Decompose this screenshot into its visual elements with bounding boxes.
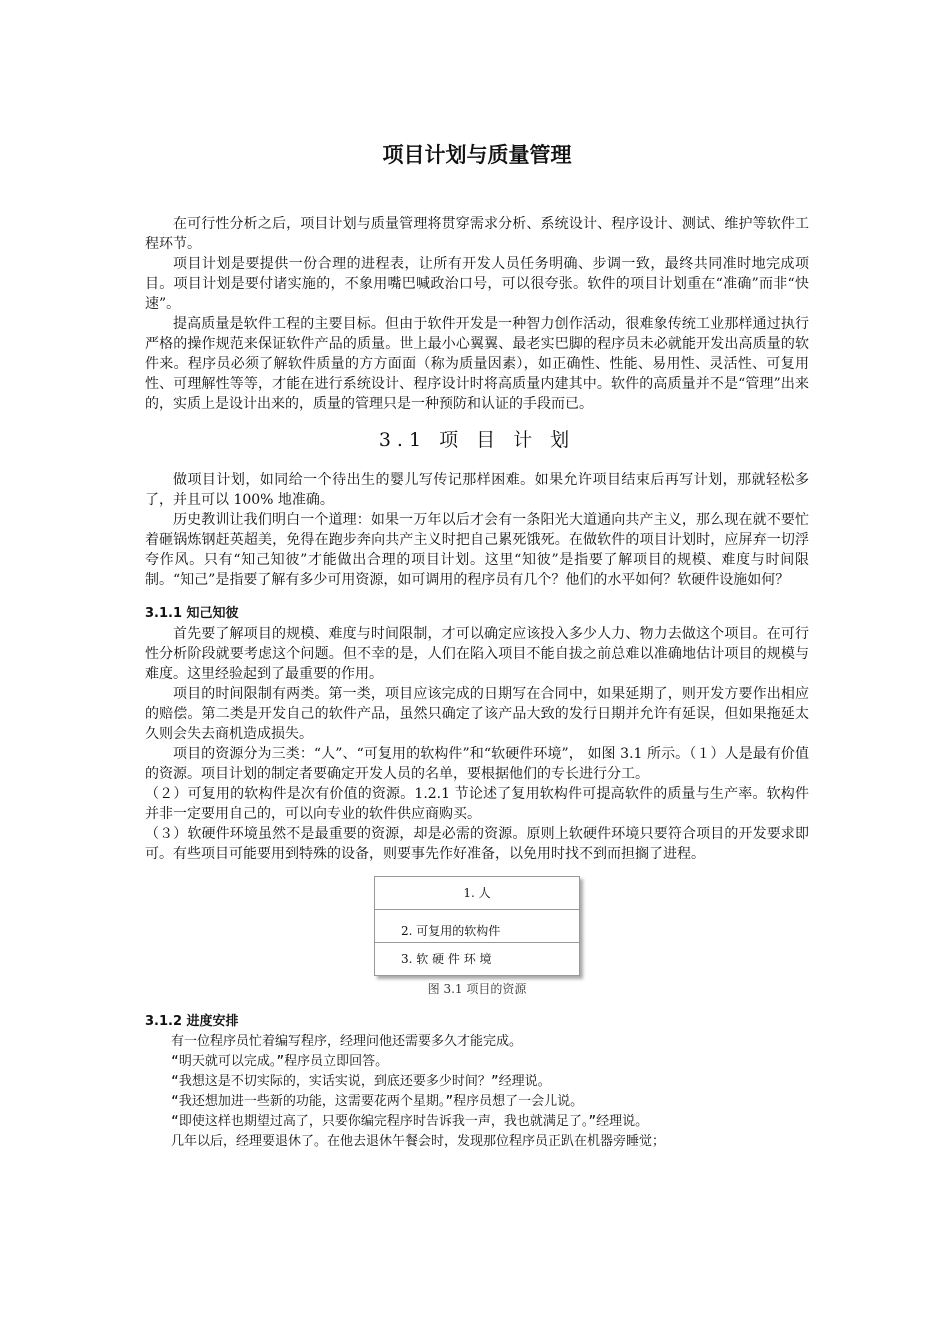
- subsection-heading-3-1-1: 3.1.1 知己知彼: [145, 606, 239, 621]
- story-line: “明天就可以完成。”程序员立即回答。: [171, 1054, 389, 1069]
- intro-paragraph: 提高质量是软件工程的主要目标。但由于软件开发是一种智力创作活动，很难象传统工业那样通过执行严格的操作规范来保证软件产品的质量。世上最小心翼翼、最老实巴脚的程序员未必就能开发出高质量的软件来。程序员必须了解软件质量的方方面面（称为质量因素），如正确性、性能、易用性、灵活性、可复用性、可理解性等等，才能在进行系统设计、程序设计时将高质量内建其中。软件的高质量并不是“管理”出来的，实质上是设计出来的，质量的管理只是一种预防和认证的手段而已。: [145, 316, 809, 412]
- resource-people: 1. 人: [375, 877, 579, 910]
- resource-hardware-software: 3. 软 硬 件 环 境: [401, 952, 492, 966]
- story-line: “我还想加进一些新的功能，这需要花两个星期。”程序员想了一会儿说。: [171, 1094, 584, 1109]
- story-line: 几年以后，经理要退休了。在他去退休午餐会时，发现那位程序员正趴在机器旁睡觉；: [171, 1134, 666, 1149]
- page-title: 项目计划与质量管理: [382, 143, 572, 167]
- list-paragraph: （２）可复用的软构件是次有价值的资源。1.2.1 节论述了复用软构件可提高软件的质量与生产率。软构件并非一定要用自己的，可以向专业的软件供应商购买。: [145, 786, 809, 822]
- body-paragraph: 项目的资源分为三类：“人”、“可复用的软构件”和“软硬件环境”， 如图 3.1 所示。（１）人是最有价值的资源。项目计划的制定者要确定开发人员的名单，要根据他们的专长进行分工。: [145, 746, 809, 782]
- intro: [145, 214, 809, 414]
- list-paragraph: （３）软硬件环境虽然不是最重要的资源，却是必需的资源。原则上软硬件环境只要符合项目的开发要求即可。有些项目可能要用到特殊的设备，则要事先作好准备，以免用时找不到而担搁了进程。: [145, 826, 809, 862]
- subsection-heading-3-1-2: 3.1.2 进度安排: [145, 1014, 239, 1029]
- body-paragraph: 历史教训让我们明白一个道理：如果一万年以后才会有一条阳光大道通向共产主义，那么现在就不要忙着砸锅炼钢赶英超美，免得在跑步奔向共产主义时把自己累死饿死。在做软件的项目计划时，应屏弃一切浮夸作风。只有“知己知彼”才能做出合理的项目计划。这里“知彼”是指要了解项目的规模、难度与时间限制。“知己”是指要了解有多少可用资源，如可调用的程序员有几个？他们的水平如何？软硬件设施如何？: [145, 512, 809, 588]
- body-paragraph: 做项目计划，如同给一个待出生的婴儿写传记那样困难。如果允许项目结束后再写计划，那就轻松多了，并且可以 100% 地准确。: [145, 472, 809, 508]
- document-body: [145, 140, 809, 1152]
- story-line: 有一位程序员忙着编写程序，经理问他还需要多久才能完成。: [171, 1034, 523, 1049]
- body-paragraph: 项目的时间限制有两类。第一类，项目应该完成的日期写在合同中，如果延期了，则开发方要作出相应的赔偿。第二类是开发自己的软件产品，虽然只确定了该产品大致的发行日期并允许有延误，但如果拖延太久则会失去商机造成损失。: [145, 686, 809, 742]
- story-line: “即使这样也期望过高了，只要你编完程序时告诉我一声，我也就满足了。”经理说。: [171, 1114, 649, 1129]
- figure-3-1: [374, 876, 580, 998]
- body-paragraph: 首先要了解项目的规模、难度与时间限制，才可以确定应该投入多少人力、物力去做这个项目。在可行性分析阶段就要考虑这个问题。但不幸的是，人们在陷入项目不能自拔之前总难以准确地估计项目的规模与难度。这里经验起到了最重要的作用。: [145, 626, 809, 682]
- intro-paragraph: 在可行性分析之后，项目计划与质量管理将贯穿需求分析、系统设计、程序设计、测试、维护等软件工程环节。: [145, 216, 809, 252]
- figure-caption: 图 3.1 项目的资源: [427, 982, 527, 996]
- story-line: “我想这是不切实际的，实话实说，到底还要多少时间？”经理说。: [171, 1074, 551, 1089]
- resource-reusable-components: 2. 可复用的软构件: [375, 910, 579, 943]
- section-heading-3-1: 3.1 项 目 计 划: [378, 429, 576, 451]
- story: [145, 1032, 809, 1152]
- resource-diagram: [374, 876, 580, 976]
- intro-paragraph: 项目计划是要提供一份合理的进程表，让所有开发人员任务明确、步调一致，最终共同准时地完成项目。项目计划是要付诸实施的，不象用嘴巴喊政治口号，可以很夸张。软件的项目计划重在“准确”而非“快速”。: [145, 256, 809, 312]
